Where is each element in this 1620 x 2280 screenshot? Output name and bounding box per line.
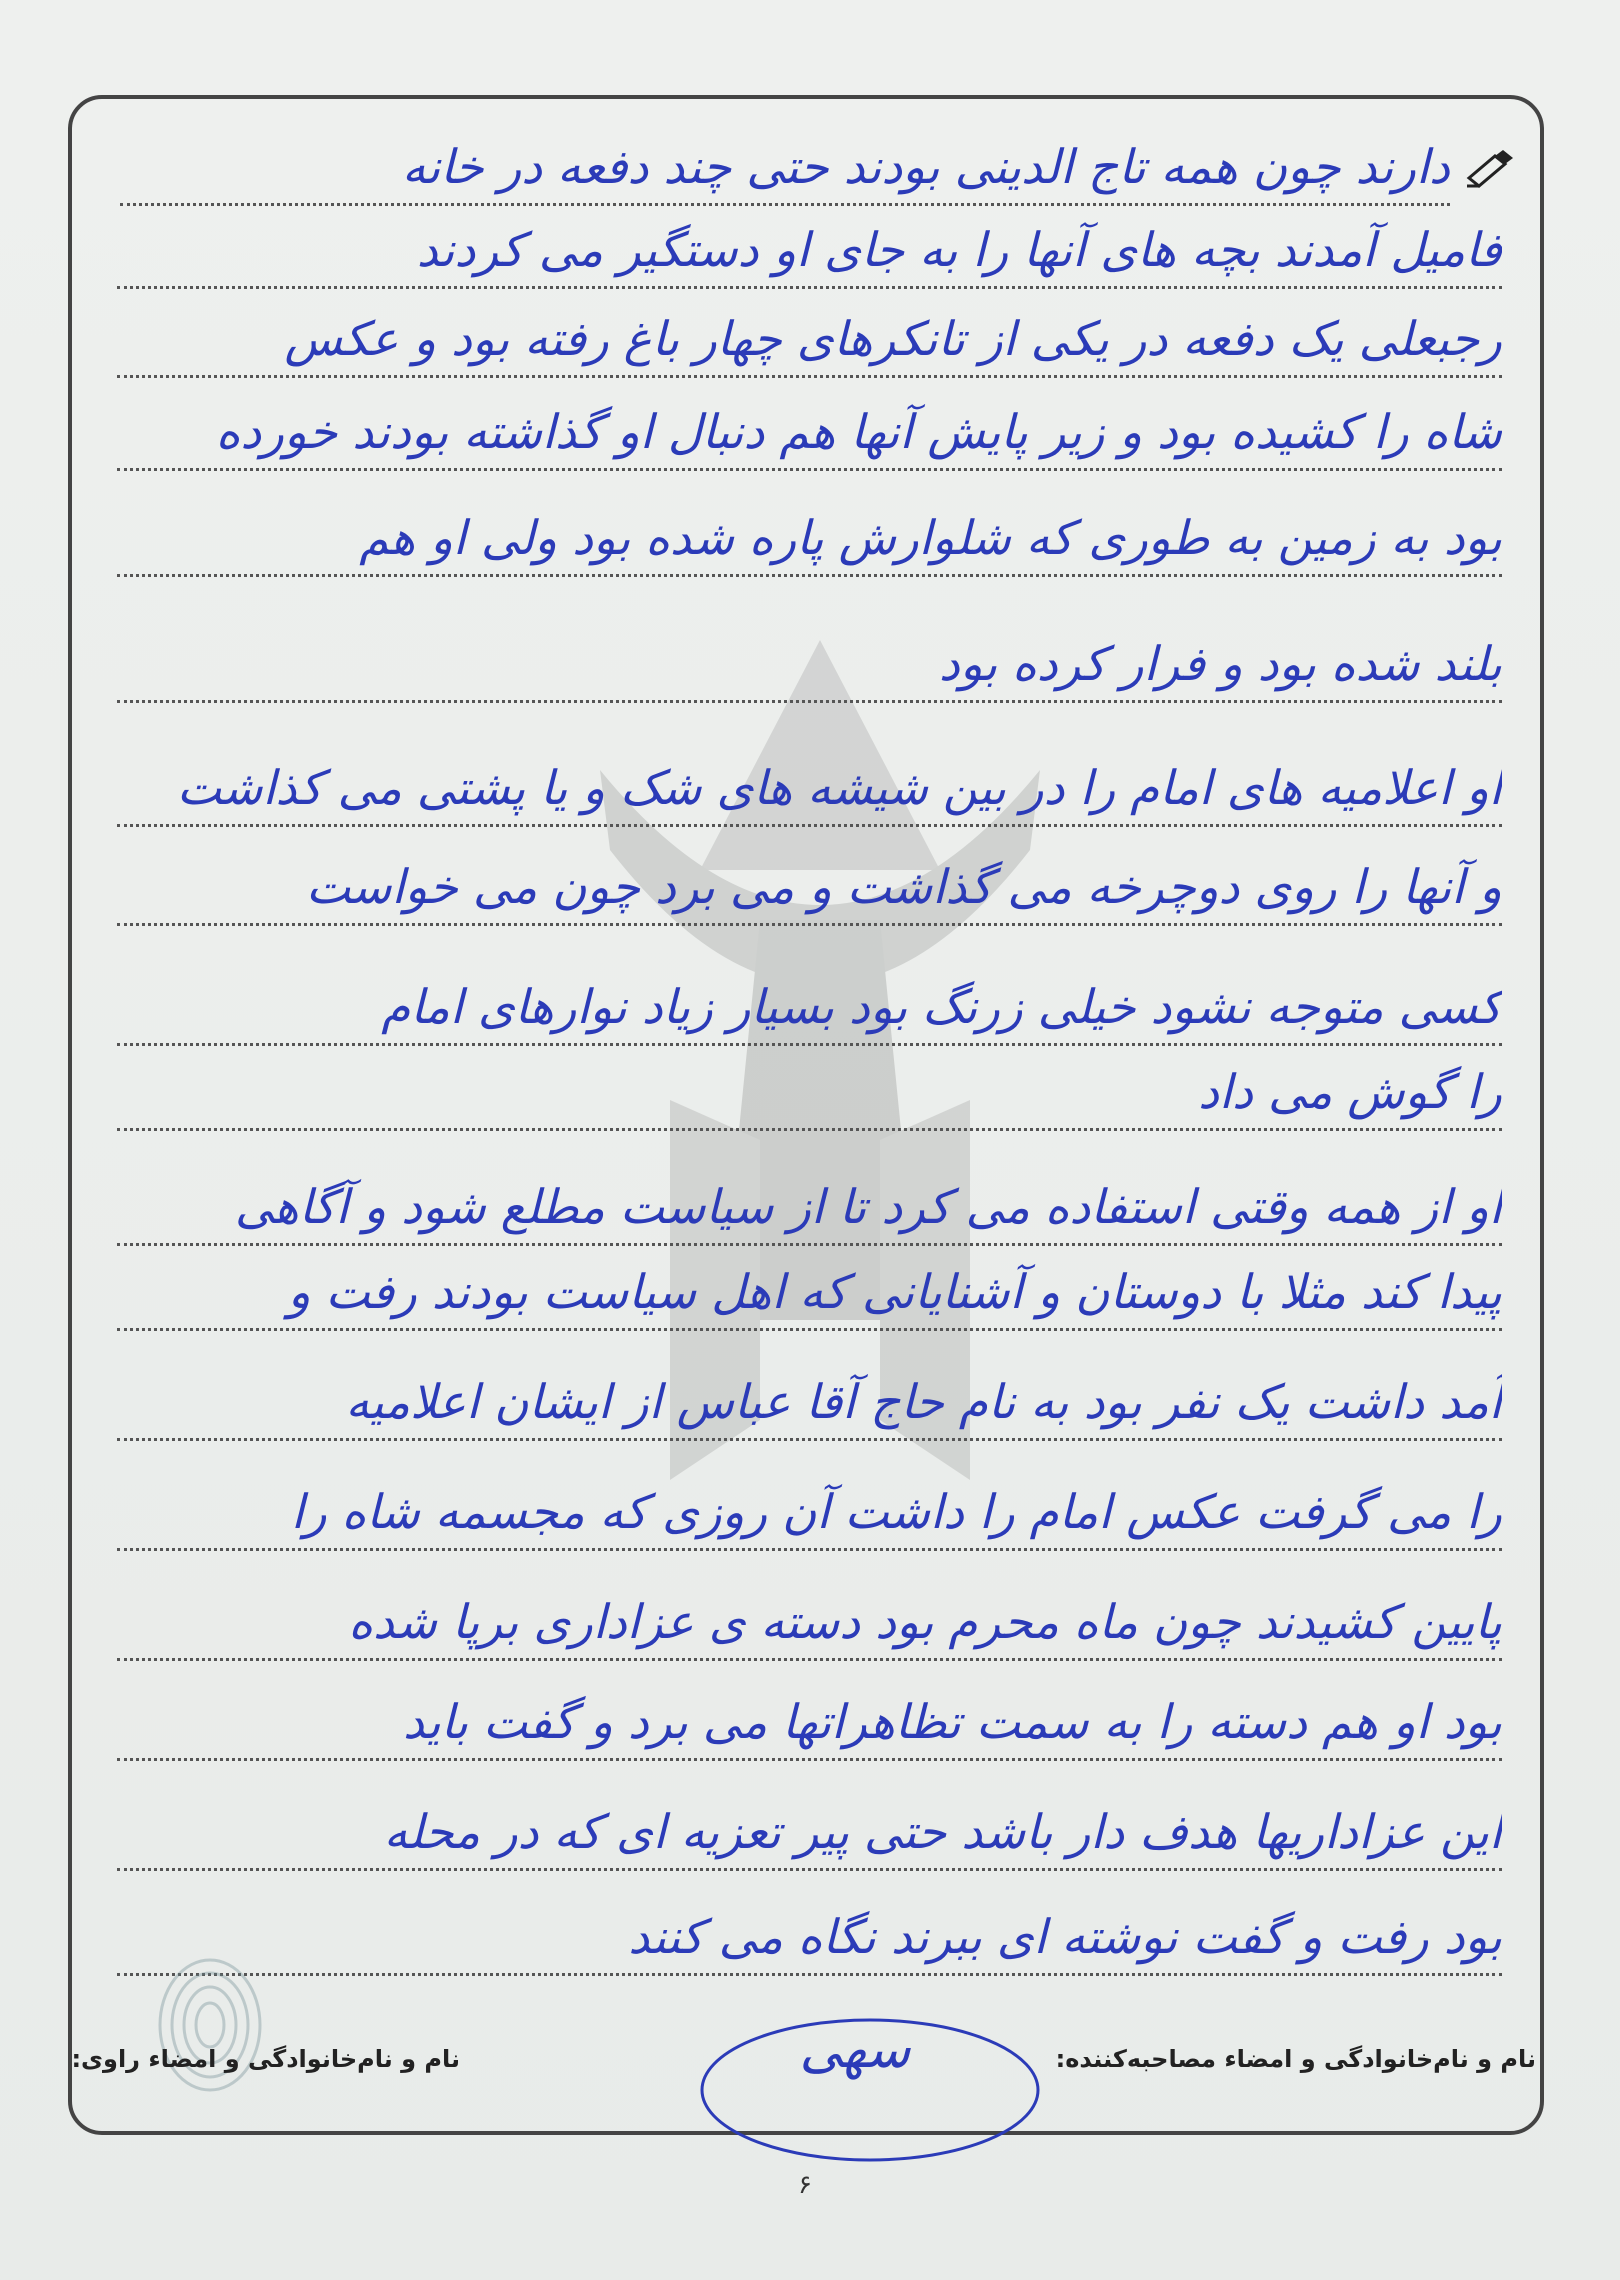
handwritten-line: بلند شده بود و فرار کرده بود (117, 632, 1502, 703)
handwritten-line: آمد داشت یک نفر بود به نام حاج آقا عباس از ایشان اعلامیه (117, 1370, 1502, 1441)
handwritten-line: را می گرفت عکس امام را داشت آن روزی که مجسمه شاه را (117, 1480, 1502, 1551)
handwritten-line: این عزاداریها هدف دار باشد حتی پیر تعزیه ای که در محله (117, 1800, 1502, 1871)
page-number: ۶ (798, 2170, 812, 2200)
handwritten-line: بود او هم دسته را به سمت تظاهراتها می برد و گفت باید (117, 1690, 1502, 1761)
narrator-signature-label: نام و نام‌خانوادگی و امضاء راوی: (71, 2045, 460, 2073)
handwritten-line: بود به زمین به طوری که شلوارش پاره شده بود ولی او هم (117, 506, 1502, 577)
handwritten-line: فامیل آمدند بچه های آنها را به جای او دستگیر می کردند (117, 218, 1502, 289)
handwritten-line: او از همه وقتی استفاده می کرد تا از سیاست مطلع شود و آگاهی (117, 1175, 1502, 1246)
handwritten-line: کسی متوجه نشود خیلی زرنگ بود بسیار زیاد نوارهای امام (117, 975, 1502, 1046)
handwritten-line: پایین کشیدند چون ماه محرم بود دسته ی عزاداری برپا شده (117, 1590, 1502, 1661)
fingerprint-mark (150, 1950, 270, 2100)
handwritten-line: و آنها را روی دوچرخه می گذاشت و می برد چون می خواست (117, 855, 1502, 926)
handwritten-line: شاه را کشیده بود و زیر پایش آنها هم دنبال او گذاشته بودند خورده (117, 400, 1502, 471)
handwritten-line: او اعلامیه های امام را در بین شیشه های شک و یا پشتی می کذاشت (117, 756, 1502, 827)
pen-icon (1465, 148, 1517, 188)
interviewer-signature: سهی (799, 2020, 911, 2080)
handwritten-line: پیدا کند مثلا با دوستان و آشنایانی که اهل سیاست بودند رفت و (117, 1260, 1502, 1331)
handwritten-line: دارند چون همه تاج الدینی بودند حتی چند دفعه در خانه (120, 135, 1450, 206)
handwritten-line: بود رفت و گفت نوشته ای ببرند نگاه می کنند (117, 1905, 1502, 1976)
interviewer-signature-label: نام و نام‌خانوادگی و امضاء مصاحبه‌کننده: (1055, 2045, 1536, 2073)
handwritten-line: رجبعلی یک دفعه در یکی از تانکرهای چهار باغ رفته بود و عکس (117, 307, 1502, 378)
handwritten-line: را گوش می داد (117, 1060, 1502, 1131)
